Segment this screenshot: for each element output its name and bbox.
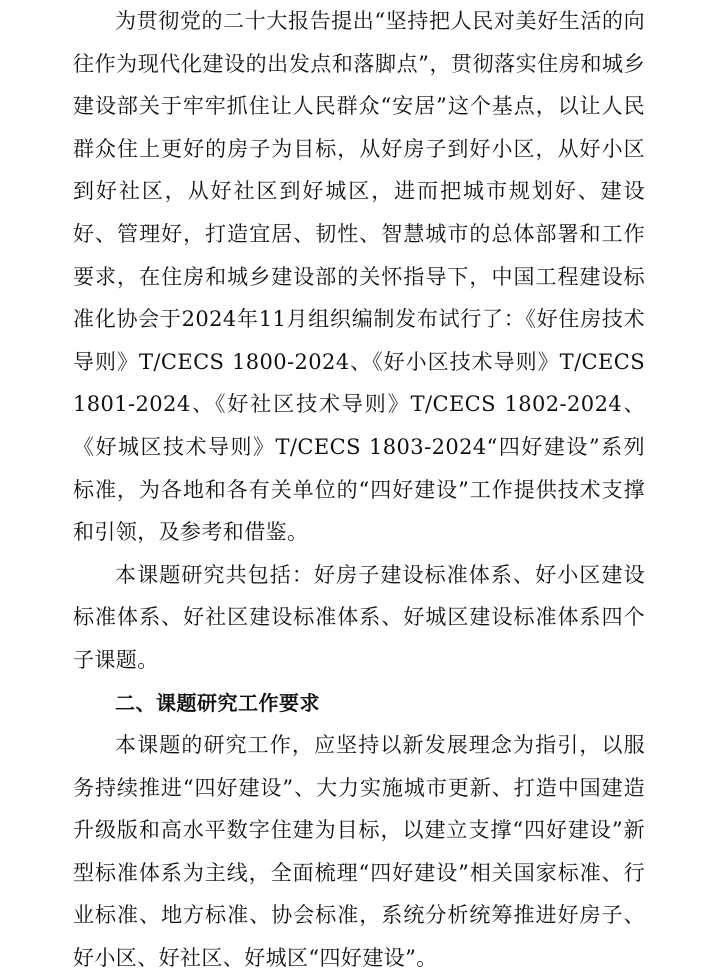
body-paragraph: 本课题的研究工作，应坚持以新发展理念为指引，以服务持续推进“四好建设”、大力实施城市更新、打造中国建造升级版和高水平数字住建为目标，以建立支撑“四好建设”新型标准体系为主线，全面梳理“四好建设”相关国家标准、行业标准、地方标准、协会标准，系统分析统筹推进好房子、好小区、好社区、好城区“四好建设”。 [73, 733, 645, 971]
body-paragraph: 为贯彻党的二十大报告提出“坚持把人民对美好生活的向往作为现代化建设的出发点和落脚点”，贯彻落实住房和城乡建设部关于牢牢抓住让人民群众“安居”这个基点，以让人民群众住上更好的房子为目标，从好房子到好小区，从好小区到好社区，从好社区到好城区，进而把城市规划好、建设好、管理好，打造宜居、韧性、智慧城市的总体部署和工作要求，在住房和城乡建设部的关怀指导下，中国工程建设标准化协会于2024年11月组织编制发布试行了：《好住房技术导则》T/CECS 1800-2024、《好小区技术导则》T/CECS 1801-2024、《好社区技术导则》T/CECS 1802-2024、《好城区技术导则》T/CECS 1803-2024“四好建设”系列标准，为各地和各有关单位的“四好建设”工作提供技术支撑和引领，及参考和借鉴。 [73, 9, 645, 545]
section-heading: 二、课题研究工作要求 [115, 690, 320, 715]
document-page [73, 0, 645, 971]
body-paragraph: 本课题研究共包括：好房子建设标准体系、好小区建设标准体系、好社区建设标准体系、好城区建设标准体系四个子课题。 [73, 562, 645, 672]
